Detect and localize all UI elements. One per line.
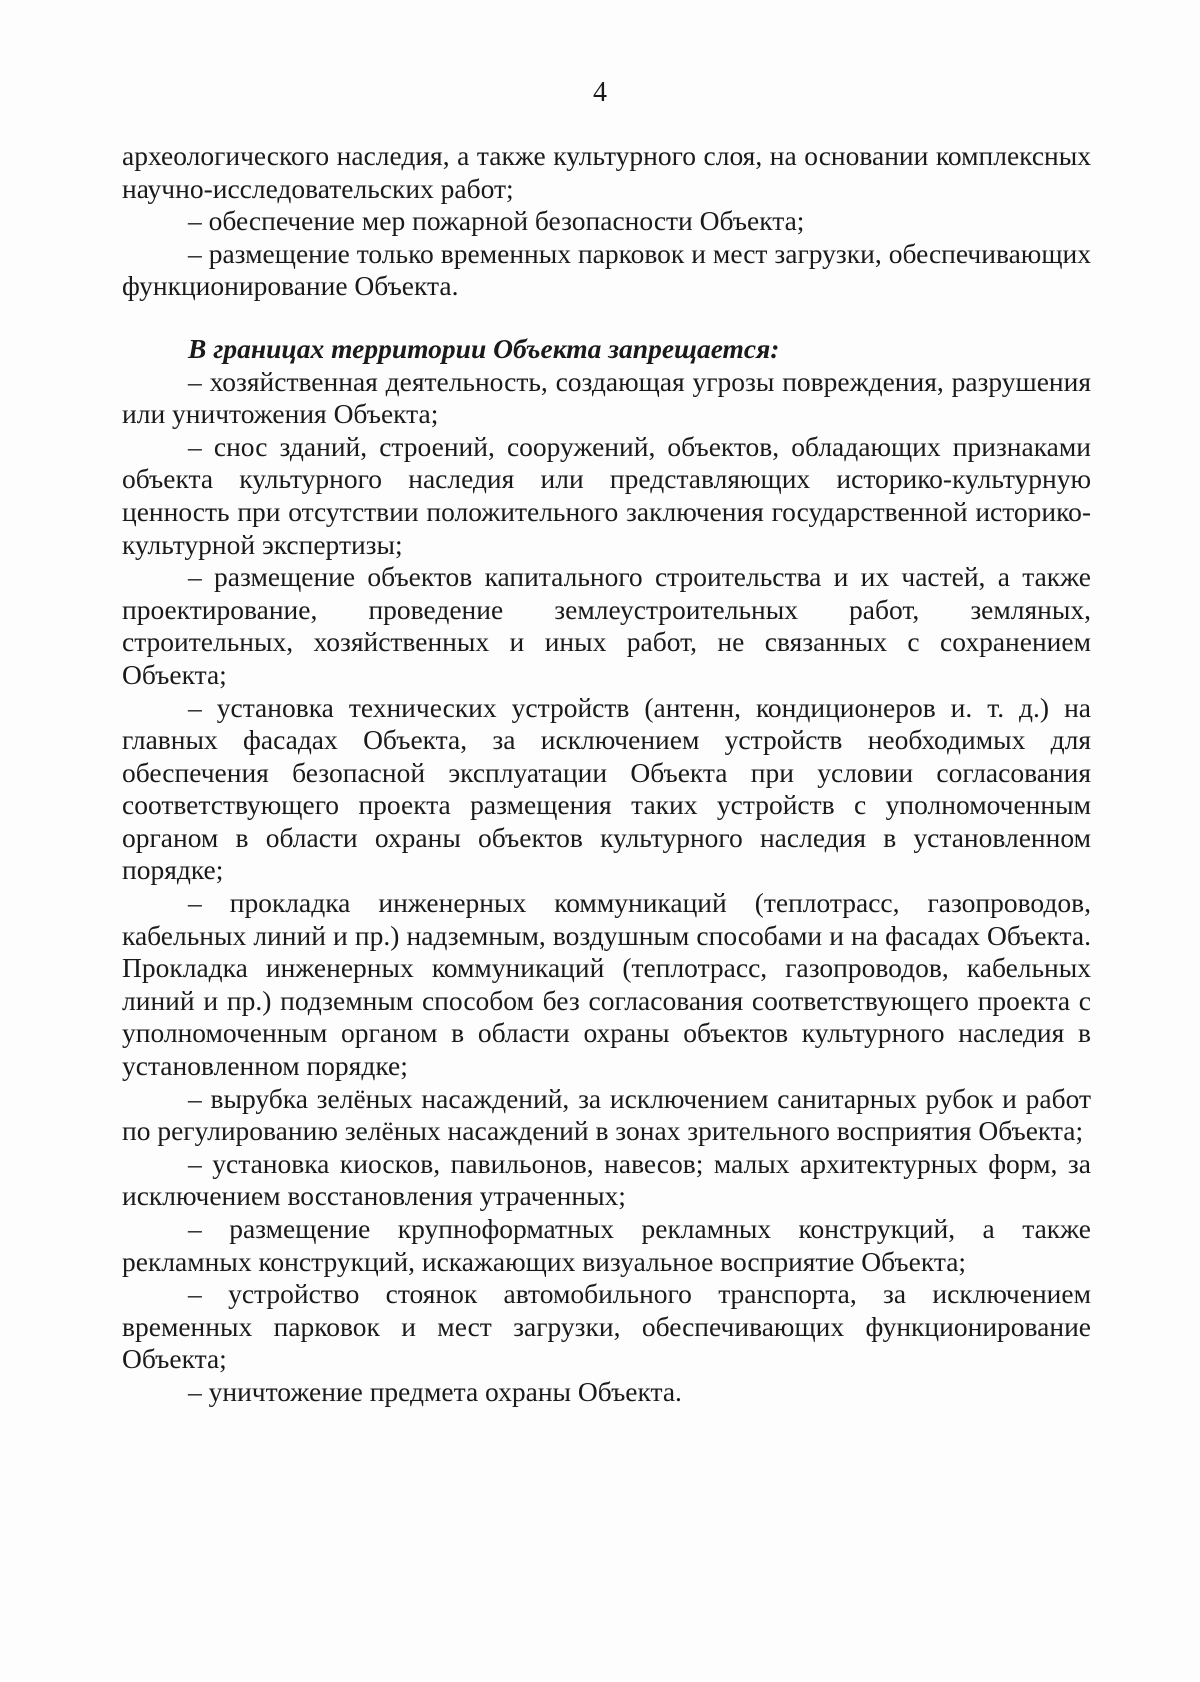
prohibition-item: – установка киосков, павильонов, навесов; малых архитектурных форм, за исключением восстановления утраченных; <box>122 1147 1091 1212</box>
page-number: 4 <box>593 77 607 108</box>
prohibition-item: – прокладка инженерных коммуникаций (теплотрасс, газопроводов, кабельных линий и пр.) надземным, воздушным способами и на фасадах Объекта. Прокладка инженерных коммуникаций (теплотрасс, газопроводов, кабельных линий и пр.) подземным способом без согласования соответствующего проекта с уполномоченным органом в области охраны объектов культурного наследия в установленном порядке; <box>122 887 1091 1082</box>
prohibition-item: – снос зданий, строений, сооружений, объектов, обладающих признаками объекта культурного наследия или представляющих историко-культурную ценность при отсутствии положительного заключения государственной историко-культурной экспертизы; <box>122 430 1091 560</box>
prohibition-item: – вырубка зелёных насаждений, за исключением санитарных рубок и работ по регулированию зелёных насаждений в зонах зрительного восприятия Объекта; <box>122 1082 1091 1147</box>
prohibition-item: – уничтожение предмета охраны Объекта. <box>188 1375 682 1407</box>
prohibition-item: – размещение объектов капитального строительства и их частей, а также проектирование, проведение землеустроительных работ, земляных, строительных, хозяйственных и иных работ, не связанных с сохранением Объекта; <box>122 561 1091 690</box>
list-item-temporary-parking: – размещение только временных парковок и мест загрузки, обеспечивающих функционирование Объекта. <box>122 237 1091 302</box>
list-item-fire-safety: – обеспечение мер пожарной безопасности Объекта; <box>188 205 805 237</box>
prohibition-item: – устройство стоянок автомобильного транспорта, за исключением временных парковок и мест загрузки, обеспечивающих функционирование Объекта; <box>122 1278 1091 1375</box>
prohibition-item: – размещение крупноформатных рекламных конструкций, а также рекламных конструкций, искажающих визуальное восприятие Объекта; <box>122 1213 1091 1277</box>
continued-paragraph: археологического наследия, а также культурного слоя, на основании комплексных научно-исследовательских работ; <box>122 140 1091 204</box>
prohibition-item: – установка технических устройств (антенн, кондиционеров и. т. д.) на главных фасадах Объекта, за исключением устройств необходимых для обеспечения безопасной эксплуатации Объекта при условии согласования соответствующего проекта размещения таких устройств с уполномоченным органом в области охраны объектов культурного наследия в установленном порядке; <box>122 691 1091 886</box>
prohibition-item: – хозяйственная деятельность, создающая угрозы повреждения, разрушения или уничтожения Объекта; <box>122 365 1091 430</box>
document-body <box>122 140 1091 1409</box>
section-heading: В границах территории Объекта запрещается: <box>188 332 780 364</box>
